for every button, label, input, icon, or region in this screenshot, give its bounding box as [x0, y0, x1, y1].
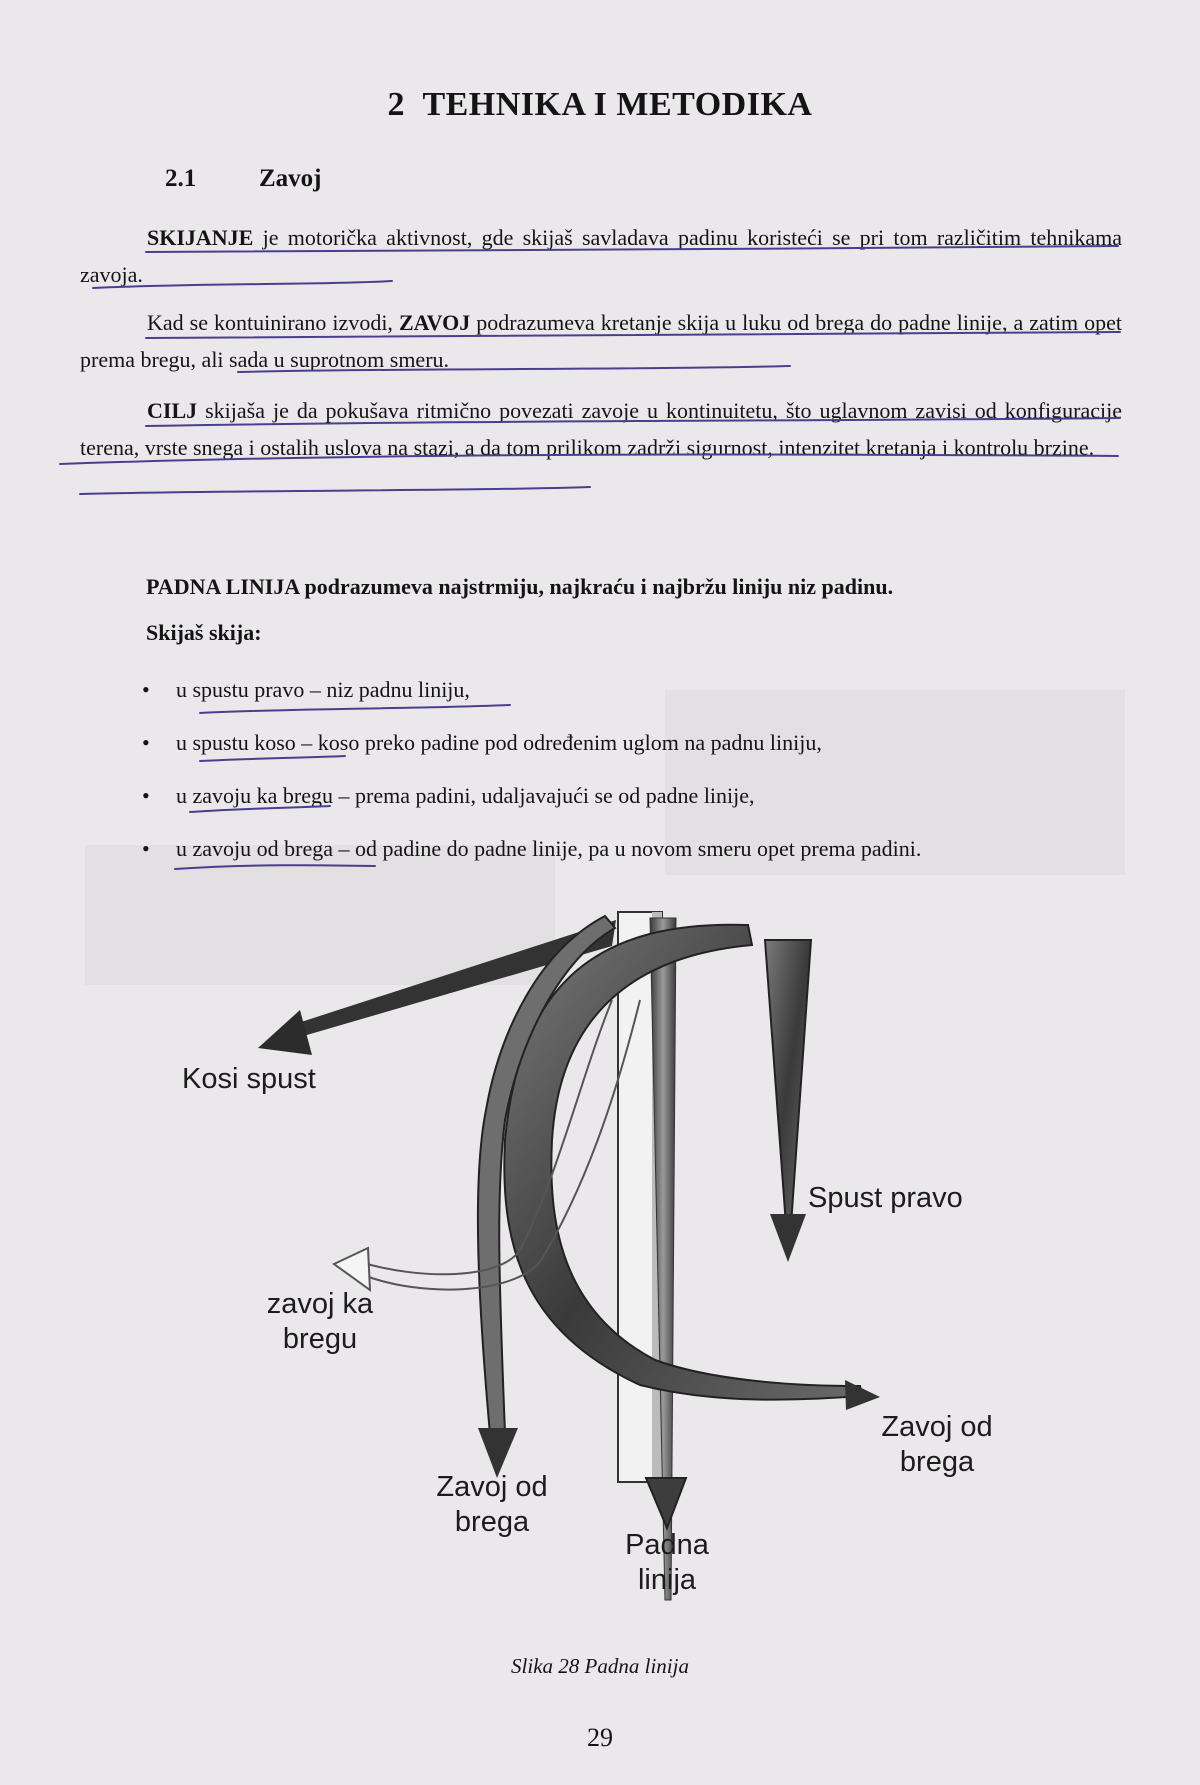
- label-zavoj-od-brega-left-line1: Zavoj od: [436, 1471, 548, 1503]
- term-skijanje: SKIJANJE: [147, 225, 254, 250]
- straight-descent-arrow: [765, 940, 811, 1262]
- term-zavoj: ZAVOJ: [398, 310, 471, 335]
- chapter-title-text: TEHNIKA I METODIKA: [422, 86, 813, 123]
- paragraph-zavoj-text: podrazumeva kretanje skija u luku od brega do padne linije, a zatim opet prema bregu, ali sada u suprotnom smeru.: [80, 310, 1122, 372]
- paragraph-zavoj-intro: Kad se kontuinirano izvodi,: [147, 310, 399, 335]
- list-item: • u spustu pravo – niz padnu liniju,: [142, 668, 921, 721]
- section-number: 2.1: [165, 165, 197, 192]
- label-zavoj-od-brega-right: [862, 1410, 1012, 1480]
- label-zavoj-ka-bregu-line2: bregu: [282, 1323, 358, 1355]
- list-item: • u zavoju ka bregu – prema padini, udaljavajući se od padne linije,: [142, 774, 921, 827]
- label-zavoj-ka-bregu: [250, 1287, 390, 1357]
- label-zavoj-od-brega-left-line2: brega: [454, 1506, 530, 1538]
- fall-line-arrow: [618, 912, 686, 1600]
- term-cilj: CILJ: [147, 398, 198, 423]
- label-padna-linija-line2: linija: [637, 1564, 697, 1596]
- padna-linija-definition: PADNA LINIJA podrazumeva najstrmiju, najkraću i najbržu liniju niz padinu.: [146, 574, 894, 599]
- label-zavoj-ka-bregu-line1: zavoj ka: [266, 1288, 374, 1320]
- skijas-skija-heading: Skijaš skija:: [146, 620, 262, 645]
- chapter-number: 2: [387, 86, 406, 123]
- label-kosi-spust: Kosi spust: [182, 1063, 316, 1095]
- list-item: • u zavoju od brega – od padine do padne linije, pa u novom smeru opet prema padini.: [142, 827, 921, 880]
- turn-from-slope-band: [504, 925, 880, 1410]
- label-zavoj-od-brega-left: [427, 1470, 557, 1540]
- label-spust-pravo: Spust pravo: [808, 1182, 963, 1214]
- list-item: • u spustu koso – koso preko padine pod određenim uglom na padnu liniju,: [142, 721, 921, 774]
- label-padna-linija-line1: Padna: [625, 1529, 709, 1561]
- figure-caption: Slika 28 Padna linija: [511, 1654, 689, 1678]
- label-zavoj-od-brega-right-line1: Zavoj od: [881, 1411, 993, 1443]
- label-padna-linija: [602, 1528, 732, 1598]
- label-zavoj-od-brega-right-line2: brega: [899, 1446, 975, 1478]
- paragraph-cilj-text: skijaša je da pokušava ritmično povezati zavoje u kontinuitetu, što uglavnom zavisi od konfiguracije terena, vrste snega i ostalih uslova na stazi, a da tom prilikom zadrži sigurnost, intenzitet kretanja i kontrolu brzine.: [80, 398, 1122, 460]
- section-title: Zavoj: [259, 165, 322, 192]
- paragraph-skijanje-text: je motorička aktivnost, gde skijaš savladava padinu koristeći se pri tom različitim tehnikama zavoja.: [80, 225, 1122, 287]
- page-number: 29: [587, 1723, 613, 1752]
